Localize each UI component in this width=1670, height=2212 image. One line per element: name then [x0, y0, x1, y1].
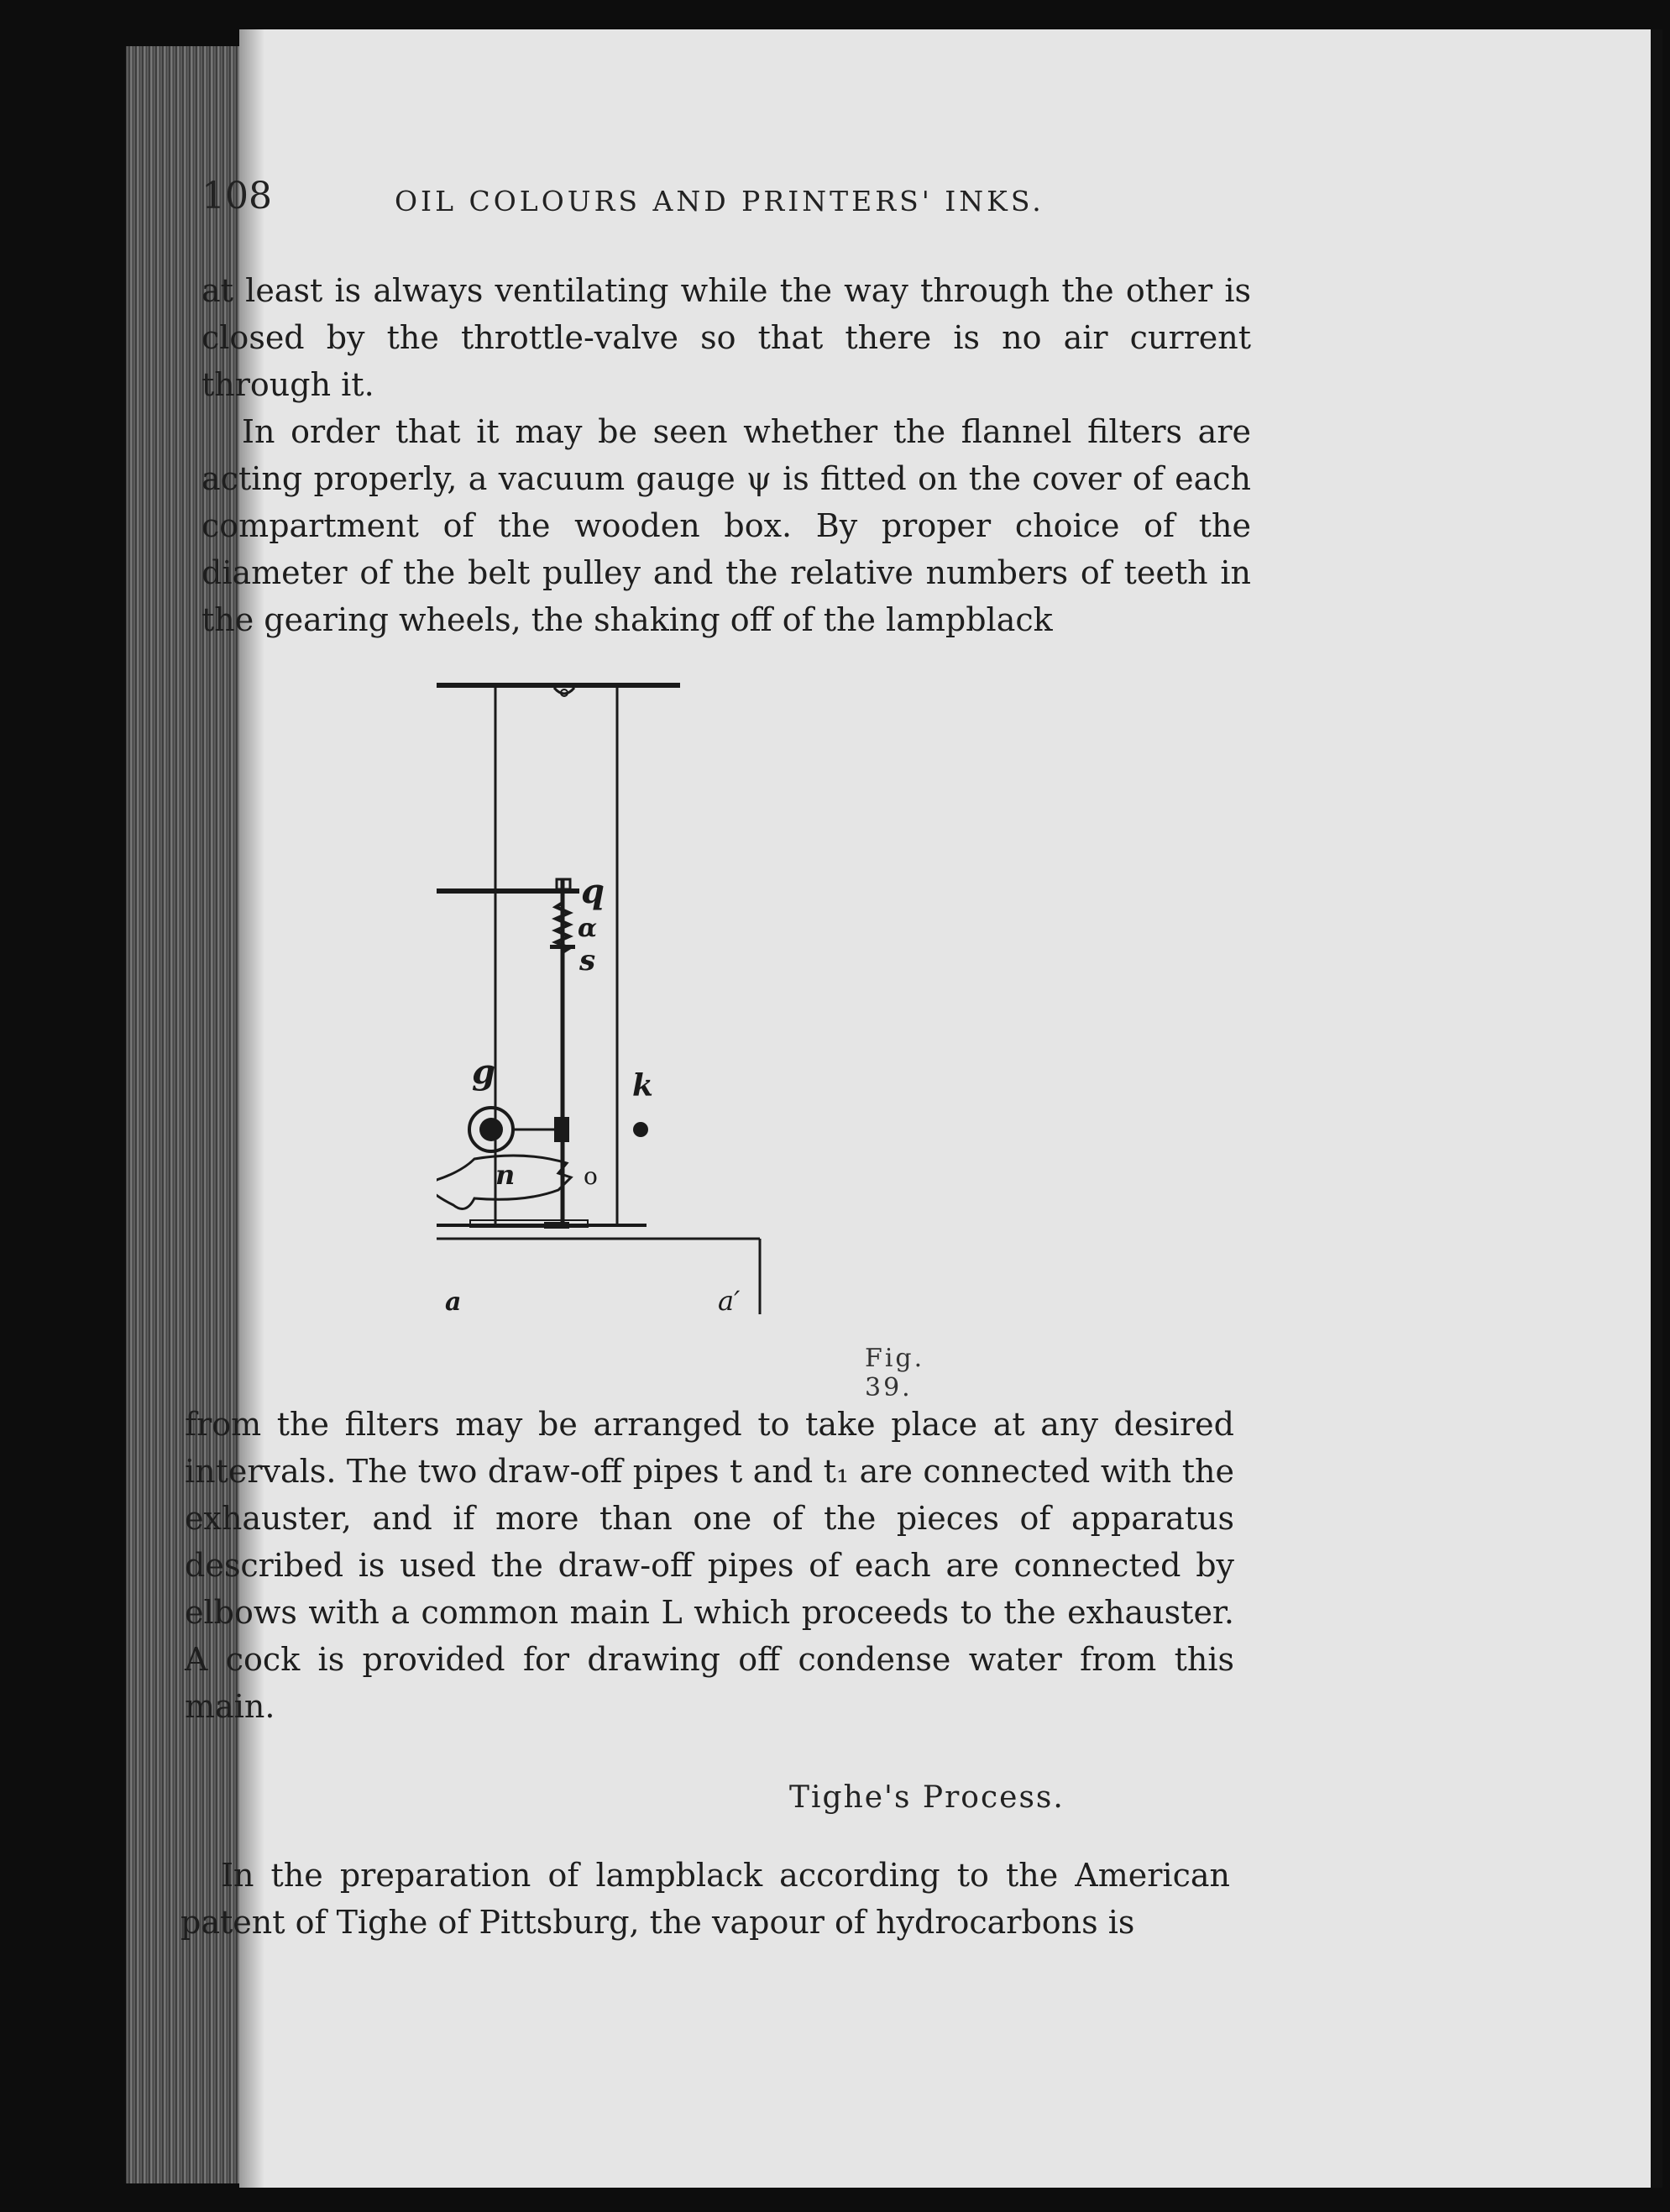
label-n: n [495, 1159, 516, 1191]
apparatus-figure [437, 659, 957, 1331]
label-alpha: α [578, 914, 598, 943]
spring-stop [550, 945, 575, 949]
section-heading: Tighe's Process. [789, 1780, 1065, 1815]
paragraph: at least is always ventilating while the way through the other is closed by the throttle-valve so that there is no air current through it. [202, 272, 1251, 403]
label-a-prime: a′ [718, 1285, 741, 1317]
label-a: a [445, 1287, 462, 1317]
page-right-edge [1651, 29, 1662, 2188]
text-block-bottom [185, 1401, 1234, 1730]
label-s: s [579, 944, 596, 978]
pulley-g-hub [479, 1118, 503, 1141]
label-g: g [472, 1052, 495, 1092]
running-head [202, 168, 1331, 227]
label-o: o [584, 1162, 598, 1190]
page-number: 108 [202, 175, 272, 218]
figure-caption: Fig. 39. [865, 1344, 925, 1402]
text-block-top [202, 267, 1251, 643]
text-block-last [181, 1852, 1230, 1946]
running-title: OIL COLOURS AND PRINTERS' INKS. [395, 185, 1044, 218]
paragraph: In the preparation of lampblack according to the American patent of Tighe of Pittsburg, the vapour of hydrocarbons is [181, 1857, 1230, 1941]
shaft-block [554, 1117, 569, 1142]
label-k: k [632, 1068, 653, 1103]
label-q: q [581, 872, 605, 911]
base-foot [544, 1222, 569, 1229]
point-k [633, 1122, 648, 1137]
top-bar [437, 683, 680, 688]
paragraph: from the filters may be arranged to take place at any desired intervals. The two draw-off pipes t and t₁ are connected with the exhauster, and if more than one of the pieces of apparatus described is used the draw-off pipes of each are connected by elbows with a common main L which proceeds to the exhauster. A cock is provided for drawing off condense water from this main. [185, 1406, 1234, 1725]
paragraph: In order that it may be seen whether the flannel filters are acting properly, a vacuum gauge ψ is fitted on the cover of each compartment of the wooden box. By proper choice of the diameter of the belt pulley and the relative numbers of teeth in the gearing wheels, the shaking off of the lampblack [202, 413, 1251, 638]
